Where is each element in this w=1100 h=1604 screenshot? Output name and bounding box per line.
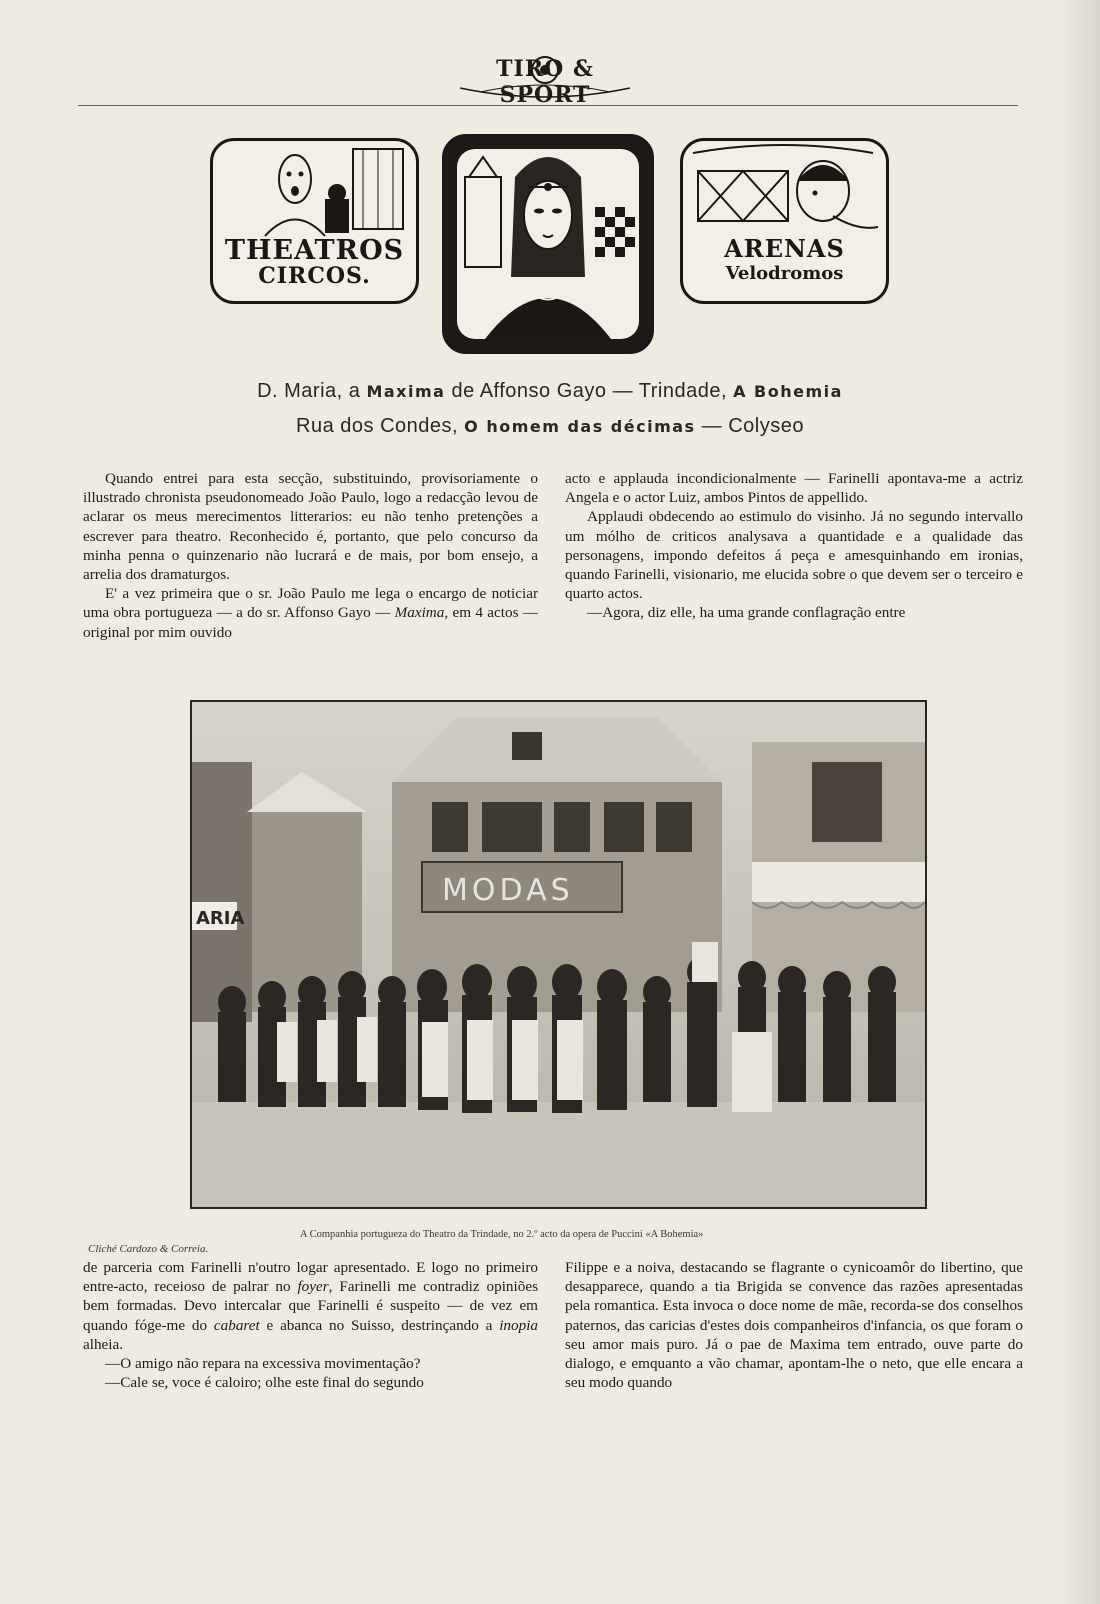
article-column-top-left <box>83 469 538 642</box>
italic-title: Maxima <box>394 604 445 622</box>
play-title-maxima: Maxima <box>366 382 446 401</box>
headline-text: de Affonso Gayo — Trindade, <box>445 380 734 402</box>
italic-word: foyer <box>297 1278 329 1296</box>
paragraph: —Cale se, voce é caloiro; olhe este final do segundo <box>105 1374 424 1392</box>
panel-center-portrait <box>442 134 654 354</box>
shop-sign-aria: ARIA <box>196 908 245 929</box>
paragraph-text: e abanca no Suisso, destrinçando a <box>259 1316 500 1334</box>
headline-line2 <box>0 415 1100 438</box>
panel-caption-line1: ARENAS <box>724 234 845 263</box>
article-column-bottom-right <box>565 1258 1023 1392</box>
photo-credit: Cliché Cardozo & Correia. <box>88 1243 209 1255</box>
italic-word: cabaret <box>213 1316 260 1334</box>
photo-caption: A Companhia portugueza do Theatro da Trindade, no 2.º acto da opera de Puccini «A Bohemia» <box>300 1229 704 1240</box>
paragraph: Filippe e a noiva, destacando se flagrante o cynicoamôr do libertino, que desapparece, quando a tia Brigida se convence das razões apresentadas pela romantica. Esta invoca o doce nome de mãe, recorda-se dos conselhos paternos, das caricias d'estes dois companheiros d'infancia, os que foram o seu amor mais puro. Já o pae de Maxima tem entrado, ouve parte do dialogo, e emquanto a vão chamar, apontam-lhe o neto, que elle encara a seu modo quando <box>565 1259 1023 1392</box>
play-title-homem-decimas: O homem das décimas <box>464 417 696 436</box>
bohemia-stage-scene <box>192 702 925 1207</box>
stage-photograph <box>190 700 927 1209</box>
article-column-bottom-left <box>83 1258 538 1392</box>
masthead <box>450 48 640 108</box>
page-binding-shadow <box>1060 0 1100 1604</box>
masthead-title: TIRO & SPORT <box>496 56 594 108</box>
play-title-bohemia: A Bohemia <box>733 382 843 401</box>
paragraph: Quando entrei para esta secção, substituindo, provisoriamente o illustrado chronista pseudonomeado João Paulo, logo a redacção levou de aclarar os meus merecimentos litterarios: eu não tenho pretenções a escrever para theatro. Reconhecido é, portanto, que pelo concurso da minha penna o quinzenario não lucrará e de mais, por bom ensejo, a arrelia dos dramaturgos. <box>83 470 538 584</box>
paragraph: Applaudi obdecendo ao estimulo do visinho. Já no segundo intervallo um mólho de criticos analysava a quantidade e a qualidade das personagens, impondo defeitos á peça e amesquinhando em ironias, quando Farinelli, visionario, me elucida sobre o que devem ser o terceiro e quarto actos. <box>565 508 1023 603</box>
panel-arenas-velodromos <box>680 138 889 304</box>
headline-line1 <box>0 380 1100 403</box>
panel-caption-line2: Velodromos <box>725 263 844 284</box>
paragraph: acto e applauda incondicionalmente — Farinelli apontava-me a actriz Angela e o actor Luiz, ambos Pintos de appellido. <box>565 470 1023 507</box>
header-rule <box>78 105 1018 106</box>
headline-text: D. Maria, a <box>257 380 367 402</box>
paragraph-text: alheia. <box>83 1335 124 1353</box>
paragraph-text: E' a vez primeira que o sr. João Paulo me lega o encargo de noticiar uma obra portugueza — a do sr. Affonso Gayo — <box>83 585 538 622</box>
panel-caption-line1: THEATROS <box>224 235 405 266</box>
panel-caption-line2: CIRCOS. <box>258 263 371 289</box>
italic-word: inopia <box>499 1316 539 1334</box>
paragraph-text: de parceria com Farinelli n'outro logar apresentado. E logo no primeiro entre-acto, receioso de palrar no <box>83 1259 538 1296</box>
paragraph <box>83 584 538 642</box>
paragraph-text: , Farinelli me contradiz opiniões bem formadas. Devo intercalar que Farinelli é suspeito — de vez em quando fóge-me do <box>83 1278 538 1334</box>
article-column-top-right <box>565 469 1023 623</box>
panel-theatros-circos <box>210 138 419 304</box>
headline-text: Rua dos Condes, <box>296 415 465 437</box>
shop-sign-modas: MODAS <box>442 873 574 908</box>
woman-portrait-illustration <box>445 137 651 351</box>
paragraph: —O amigo não repara na excessiva movimentação? <box>105 1355 421 1373</box>
paragraph-text: , em 4 actos — original por mim ouvido <box>83 604 538 641</box>
paragraph <box>83 1258 538 1354</box>
headline-text: — Colyseo <box>695 415 804 437</box>
paragraph: —Agora, diz elle, ha uma grande conflagração entre <box>587 604 906 622</box>
